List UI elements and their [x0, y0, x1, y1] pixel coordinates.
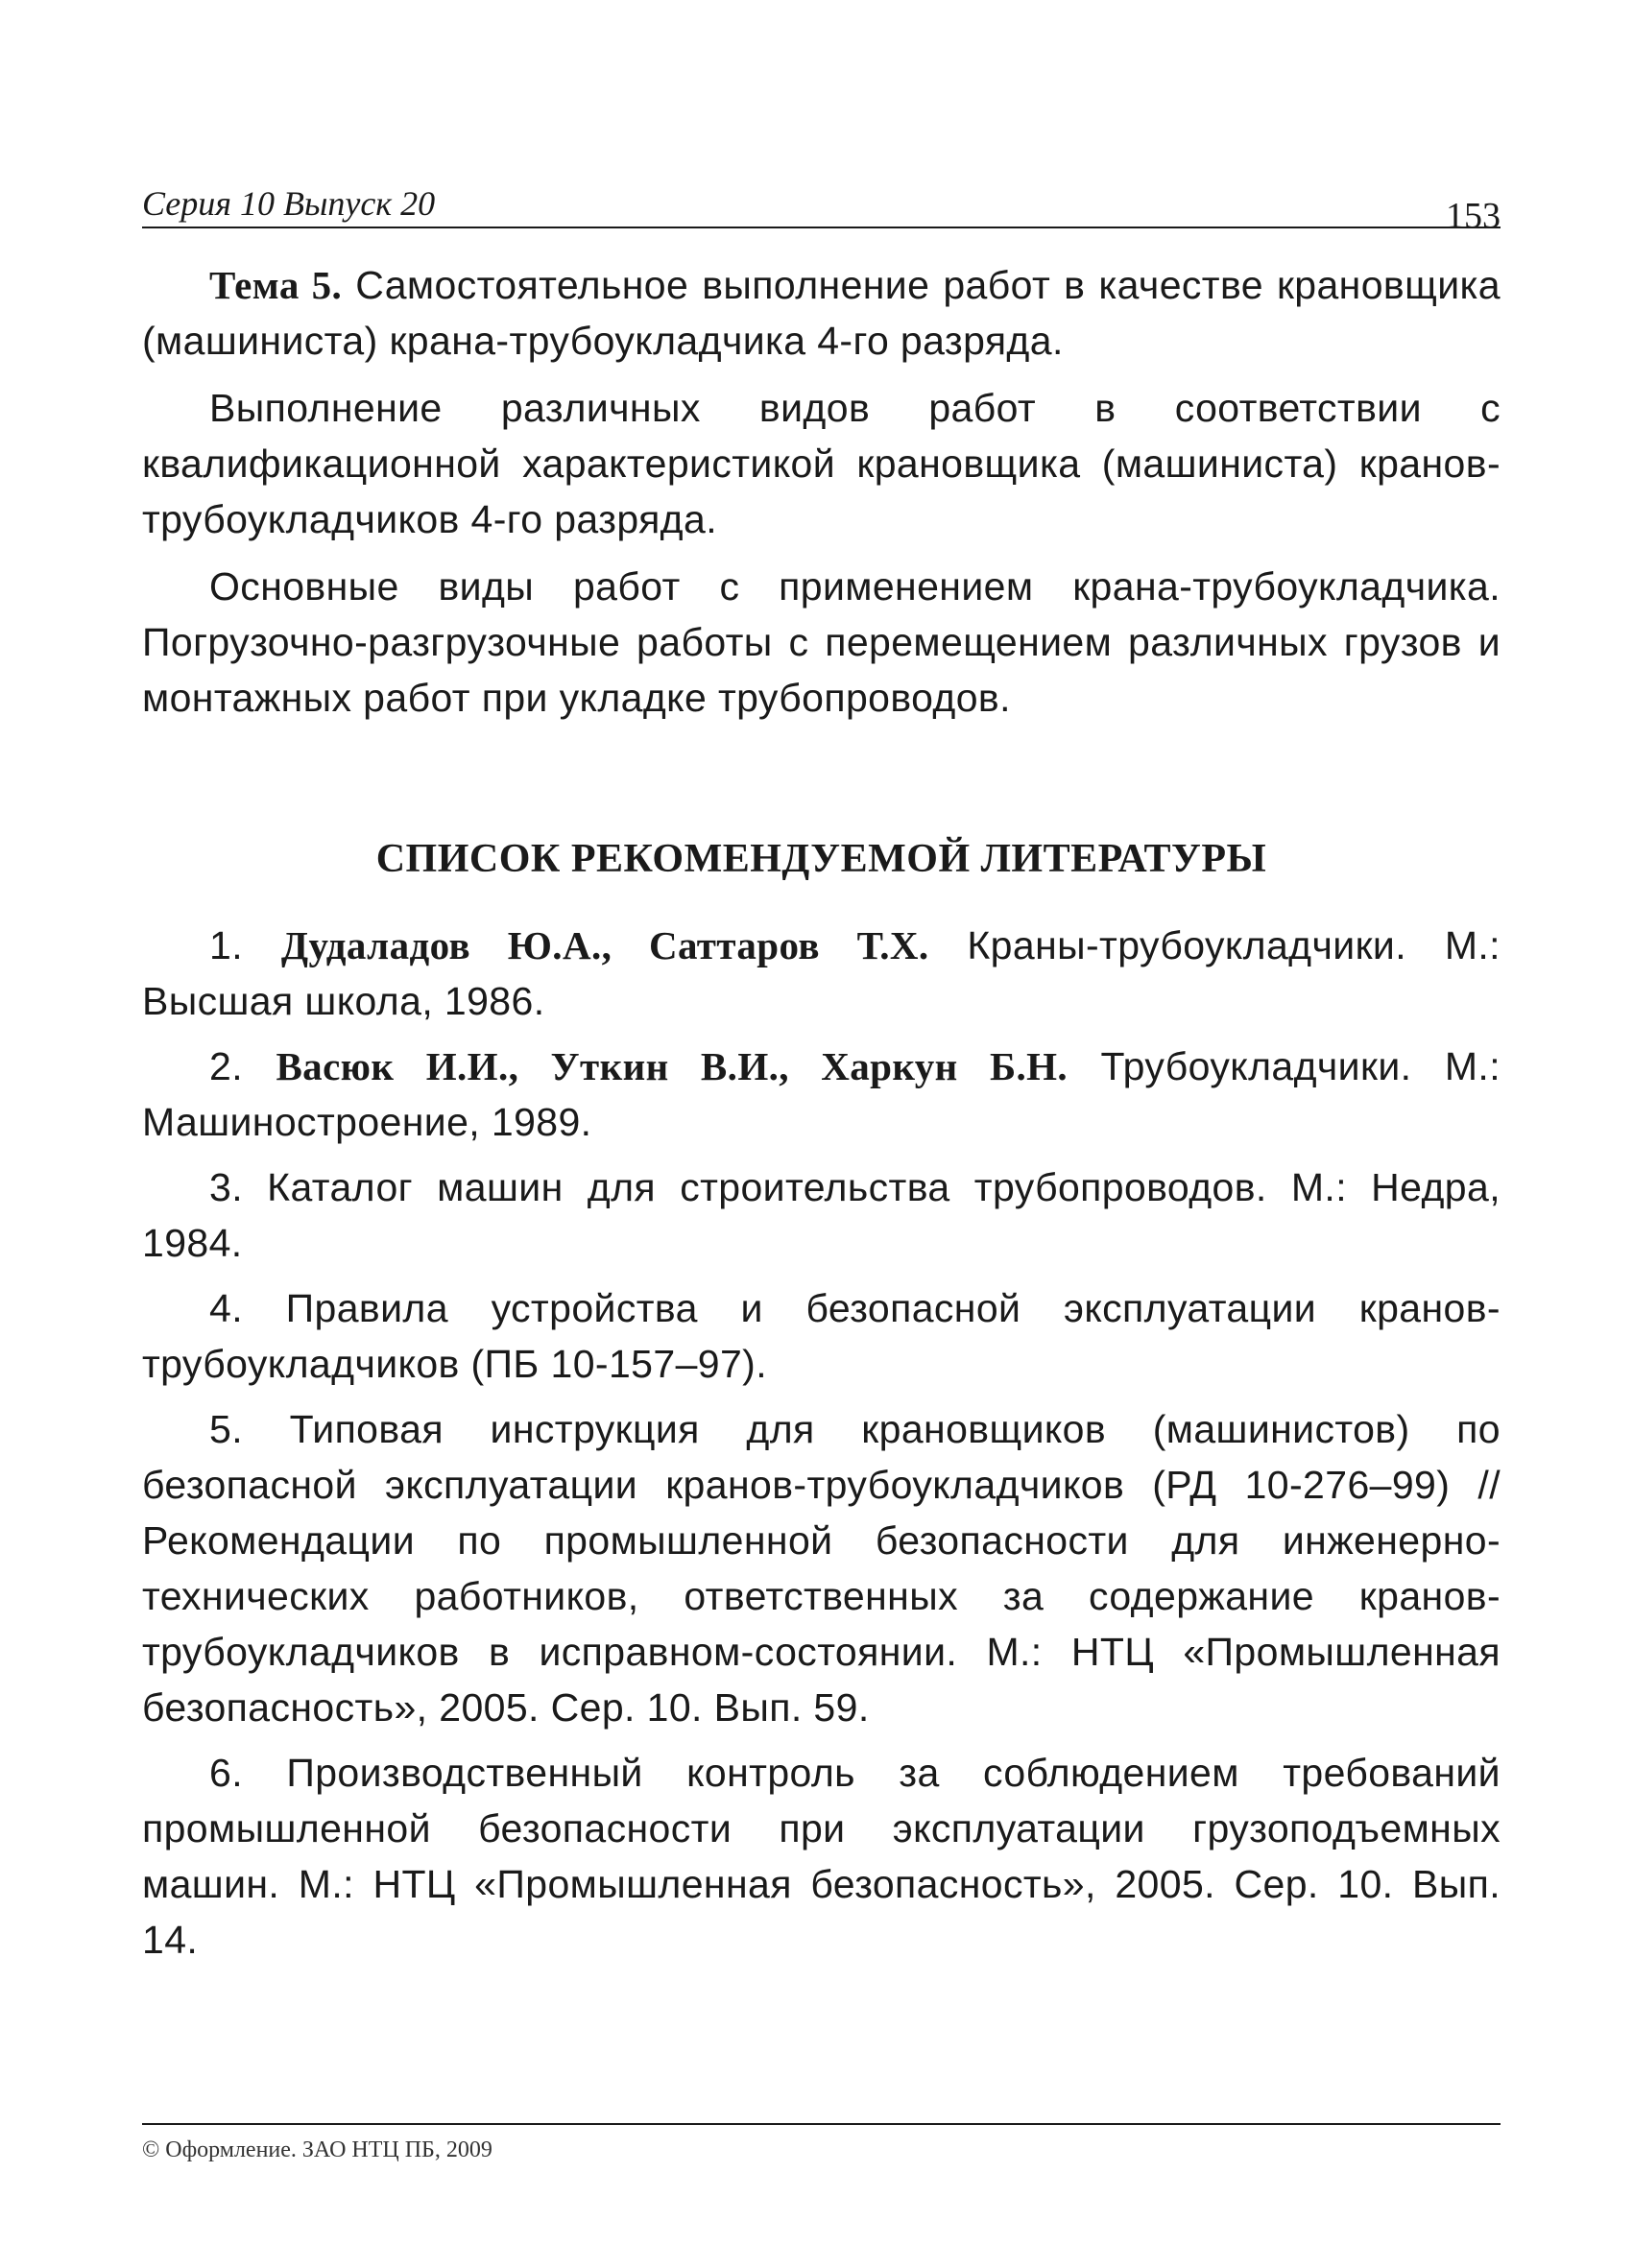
topic-label: Тема 5.: [209, 263, 343, 307]
body-text: [142, 257, 1501, 1968]
reference-item: [142, 1401, 1501, 1735]
footer-copyright: © Оформление. ЗАО НТЦ ПБ, 2009: [142, 2123, 1501, 2164]
reference-authors: Дудаладов Ю.А., Саттаров Т.Х.: [280, 923, 929, 967]
reference-item: [142, 1280, 1501, 1392]
topic-text: Самостоятельное выполнение работ в качестве крановщика (машиниста) крана-трубоукладчика 4-го разряда.: [142, 263, 1501, 363]
reference-item: [142, 1039, 1501, 1150]
reference-number: 2.: [209, 1044, 276, 1088]
reference-text: Типовая инструкция для крановщиков (машинистов) по безопасной эксплуатации кранов-трубоукладчиков (РД 10-276–99) // Рекомендации по промышленной безопасности для инженерно-технических работников, ответственных за содержание кранов-трубоукладчиков в исправном-состоянии. М.: НТЦ «Промышленная безопасность», 2005. Сер. 10. Вып. 59.: [142, 1407, 1501, 1730]
reference-number: 6.: [209, 1751, 287, 1795]
reference-text: Трубоукладчики. М.: Машиностроение, 1989.: [142, 1044, 1501, 1144]
document-page: [142, 0, 1501, 2268]
reference-text: Правила устройства и безопасной эксплуатации кранов-трубоукладчиков (ПБ 10-157–97).: [142, 1286, 1501, 1386]
reference-text: Производственный контроль за соблюдением требований промышленной безопасности при эксплуатации грузоподъемных машин. М.: НТЦ «Промышленная безопасность», 2005. Сер. 10. Вып. 14.: [142, 1751, 1501, 1962]
reference-item: [142, 1159, 1501, 1271]
paragraph: Выполнение различных видов работ в соответствии с квалификационной характеристикой крановщика (машиниста) кранов-трубоукладчиков 4-го разряда.: [142, 386, 1501, 541]
running-header: [142, 184, 1501, 236]
topic-paragraph: [142, 257, 1501, 369]
reference-number: 1.: [209, 923, 281, 967]
reference-number: 5.: [209, 1407, 290, 1451]
paragraph: Основные виды работ с применением крана-трубоукладчика. Погрузочно-разгрузочные работы с перемещением различных грузов и монтажных работ при укладке трубопроводов.: [142, 564, 1501, 720]
reference-authors: Васюк И.И., Уткин В.И., Харкун Б.Н.: [276, 1044, 1069, 1088]
reference-text: Каталог машин для строительства трубопроводов. М.: Недра, 1984.: [142, 1165, 1501, 1265]
reference-number: 4.: [209, 1286, 286, 1330]
reference-item: [142, 1745, 1501, 1968]
reference-number: 3.: [209, 1165, 268, 1209]
series-title: Серия 10 Выпуск 20: [142, 184, 436, 223]
reference-item: [142, 918, 1501, 1029]
reference-text: Краны-трубоукладчики. М.: Высшая школа, 1986.: [142, 923, 1501, 1023]
page-number: 153: [1446, 196, 1501, 236]
references-heading: СПИСОК РЕКОМЕНДУЕМОЙ ЛИТЕРАТУРЫ: [375, 837, 1267, 881]
